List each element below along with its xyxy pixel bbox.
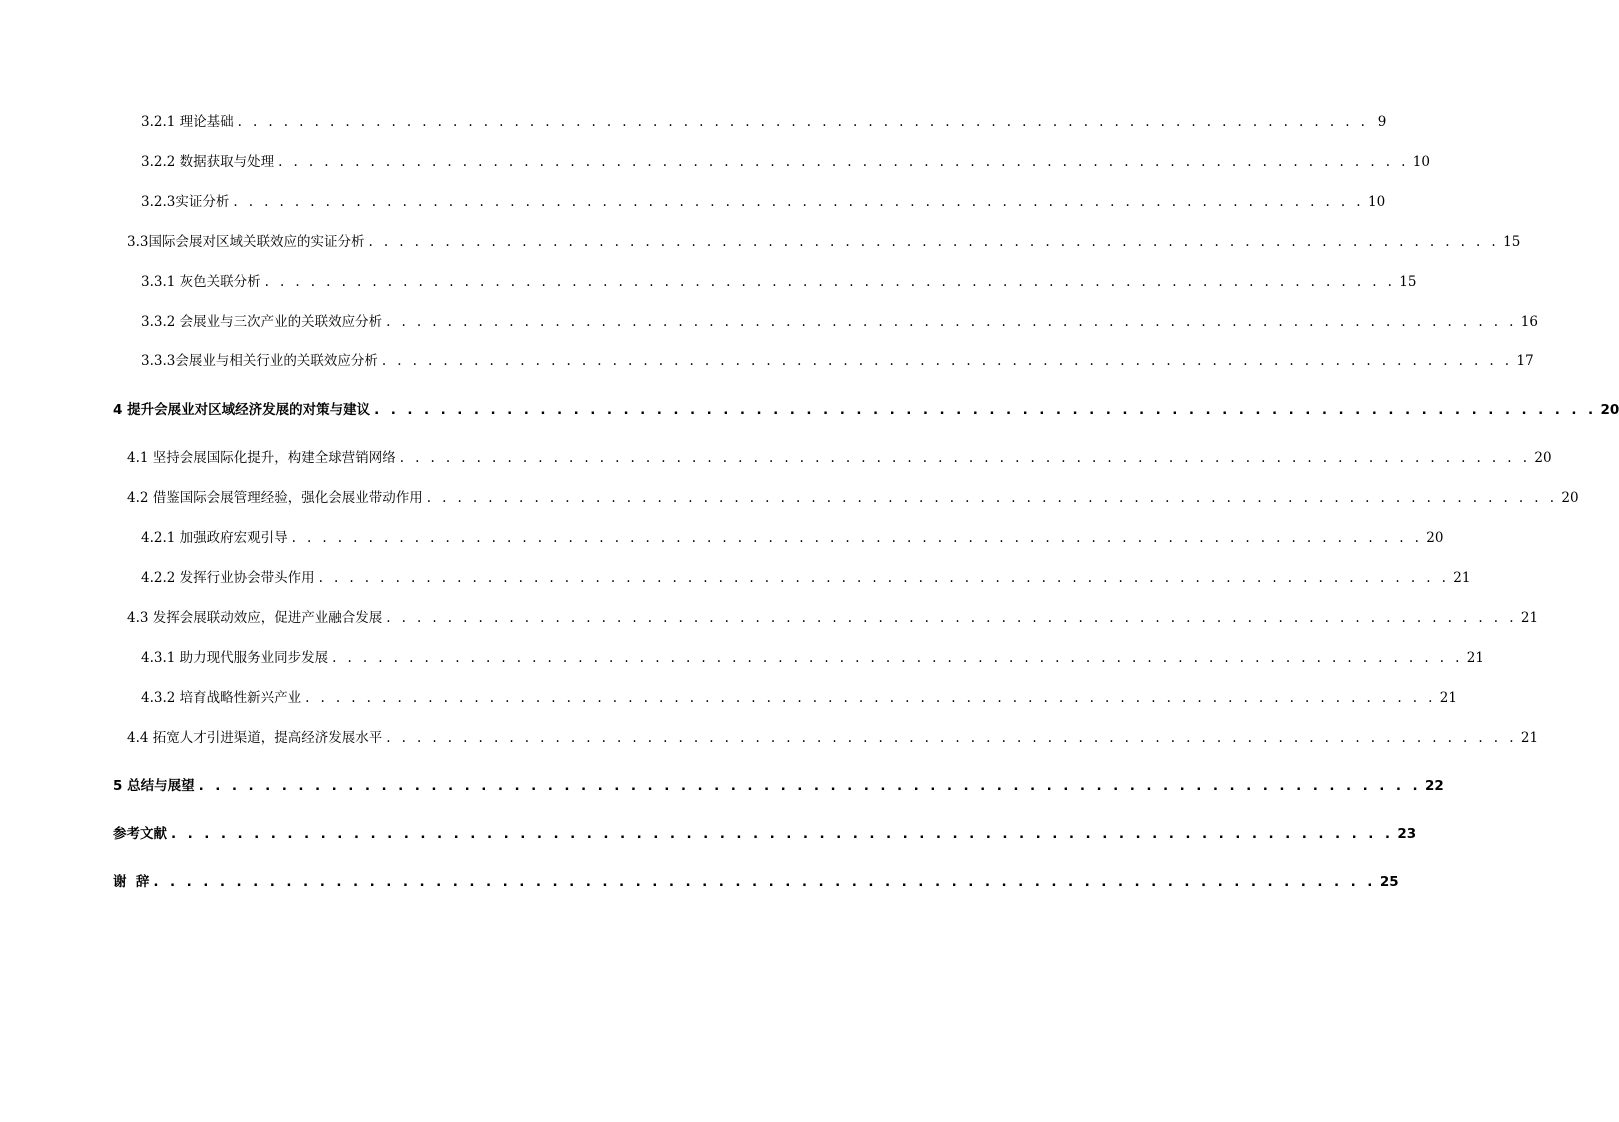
toc-entry-4-2-1[interactable] [141, 528, 1444, 548]
toc-entry-page: 9 [1377, 114, 1387, 130]
toc-entry-acknowledgements[interactable] [113, 872, 1399, 892]
toc-entry-title: 3.2.1 理论基础 [141, 114, 234, 130]
toc-entry-title: 3.3国际会展对区域关联效应的实证分析 [127, 234, 365, 250]
toc-entry-3-3[interactable] [127, 232, 1521, 252]
toc-leader: . . . . . . . . . . . . . . . . . . . . . . . . . . . . . . . . . . . . . . . . . . . . . . . . . . . . . . . . . . . . . . . . . . . . . . . . . . [264, 274, 1396, 290]
toc-entry-page: 21 [1453, 570, 1471, 586]
toc-leader: . . . . . . . . . . . . . . . . . . . . . . . . . . . . . . . . . . . . . . . . . . . . . . . . . . . . . . . . . . . . . . . . . . . . . . . . . . [386, 314, 1517, 330]
toc-leader: . . . . . . . . . . . . . . . . . . . . . . . . . . . . . . . . . . . . . . . . . . . . . . . . . . . . . . . . . . . . . . . . . . . . . . . . . . [381, 353, 1513, 369]
toc-entry-page: 25 [1379, 874, 1399, 890]
toc-leader: . . . . . . . . . . . . . . . . . . . . . . . . . . . . . . . . . . . . . . . . . . . . . . . . . . . . . . . . . . . . . . . . . . . . . . . . . . [198, 778, 1421, 794]
toc-entry-page: 15 [1399, 274, 1417, 290]
toc-entry-title: 5 总结与展望 [113, 778, 195, 794]
toc-leader: . . . . . . . . . . . . . . . . . . . . . . . . . . . . . . . . . . . . . . . . . . . . . . . . . . . . . . . . . . . . . . . . . . . . . . . . . . [399, 450, 1531, 466]
toc-leader: . . . . . . . . . . . . . . . . . . . . . . . . . . . . . . . . . . . . . . . . . . . . . . . . . . . . . . . . . . . . . . . . . . . . . . . . . . [332, 650, 1463, 666]
toc-entry-3-2-3[interactable] [141, 192, 1386, 212]
toc-entry-3-2-2[interactable] [141, 152, 1430, 172]
toc-entry-title: 3.2.3实证分析 [141, 194, 230, 210]
toc-leader: . . . . . . . . . . . . . . . . . . . . . . . . . . . . . . . . . . . . . . . . . . . . . . . . . . . . . . . . . . . . . . . . . . . . . . . . . . [278, 154, 1409, 170]
toc-entry-page: 21 [1520, 610, 1539, 626]
toc-leader: . . . . . . . . . . . . . . . . . . . . . . . . . . . . . . . . . . . . . . . . . . . . . . . . . . . . . . . . . . . . . . . . . . . . . . . . . . [233, 194, 1364, 210]
toc-entry-title: 4.1 坚持会展国际化提升，构建全球营销网络 [127, 450, 396, 466]
toc-entry-page: 22 [1425, 778, 1444, 794]
toc-entry-references[interactable] [113, 824, 1417, 844]
toc-leader: . . . . . . . . . . . . . . . . . . . . . . . . . . . . . . . . . . . . . . . . . . . . . . . . . . . . . . . . . . . . . . . . . . . . . . . . . . [374, 402, 1597, 418]
toc-leader: . . . . . . . . . . . . . . . . . . . . . . . . . . . . . . . . . . . . . . . . . . . . . . . . . . . . . . . . . . . . . . . . . . . . . . . . . . [305, 690, 1436, 706]
toc-entry-page: 20 [1426, 530, 1444, 546]
toc-entry-title: 4.3 发挥会展联动效应，促进产业融合发展 [127, 610, 383, 626]
toc-entry-page: 20 [1600, 402, 1619, 418]
toc-entry-title: 3.3.2 会展业与三次产业的关联效应分析 [141, 314, 383, 330]
toc-entry-3-2-1[interactable] [141, 112, 1387, 132]
toc-entry-title: 3.3.1 灰色关联分析 [141, 274, 261, 290]
toc-leader: . . . . . . . . . . . . . . . . . . . . . . . . . . . . . . . . . . . . . . . . . . . . . . . . . . . . . . . . . . . . . . . . . . . . . . . . . . [237, 114, 1369, 130]
toc-leader: . . . . . . . . . . . . . . . . . . . . . . . . . . . . . . . . . . . . . . . . . . . . . . . . . . . . . . . . . . . . . . . . . . . . . . . . . . [368, 234, 1500, 250]
toc-leader: . . . . . . . . . . . . . . . . . . . . . . . . . . . . . . . . . . . . . . . . . . . . . . . . . . . . . . . . . . . . . . . . . . . . . . . . . . [426, 490, 1558, 506]
toc-entry-4-3-2[interactable] [141, 688, 1457, 708]
toc-entry-page: 10 [1367, 194, 1386, 210]
toc-entry-page: 20 [1561, 490, 1579, 506]
toc-entry-title: 4 提升会展业对区域经济发展的对策与建议 [113, 402, 371, 418]
toc-leader: . . . . . . . . . . . . . . . . . . . . . . . . . . . . . . . . . . . . . . . . . . . . . . . . . . . . . . . . . . . . . . . . . . . . . . . . . . [171, 826, 1394, 842]
toc-entry-page: 20 [1534, 450, 1552, 466]
toc-entry-chapter-5[interactable] [113, 776, 1444, 796]
toc-entry-page: 15 [1503, 234, 1521, 250]
toc-entry-4-2-2[interactable] [141, 568, 1471, 588]
toc-entry-title: 4.2.1 加强政府宏观引导 [141, 530, 288, 546]
toc-entry-4-1[interactable] [127, 448, 1552, 468]
toc-entry-4-2[interactable] [127, 488, 1579, 508]
toc-entry-page: 17 [1516, 353, 1534, 369]
toc-entry-page: 21 [1520, 730, 1539, 746]
toc-entry-title: 4.3.2 培育战略性新兴产业 [141, 690, 302, 706]
toc-entry-title: 4.2.2 发挥行业协会带头作用 [141, 570, 315, 586]
toc-entry-title: 3.2.2 数据获取与处理 [141, 154, 275, 170]
toc-entry-title: 3.3.3会展业与相关行业的关联效应分析 [141, 353, 378, 369]
toc-leader: . . . . . . . . . . . . . . . . . . . . . . . . . . . . . . . . . . . . . . . . . . . . . . . . . . . . . . . . . . . . . . . . . . . . . . . . . . [318, 570, 1450, 586]
toc-entry-title: 4.3.1 助力现代服务业同步发展 [141, 650, 329, 666]
toc-entry-4-4[interactable] [127, 728, 1539, 748]
toc-entry-4-3[interactable] [127, 608, 1539, 628]
toc-entry-page: 16 [1520, 314, 1538, 330]
toc-entry-page: 21 [1439, 690, 1457, 706]
toc-entry-page: 10 [1412, 154, 1430, 170]
toc-entry-4-3-1[interactable] [141, 648, 1484, 668]
toc-entry-title: 4.2 借鉴国际会展管理经验，强化会展业带动作用 [127, 490, 423, 506]
toc-entry-3-3-3[interactable] [141, 351, 1534, 371]
toc-leader: . . . . . . . . . . . . . . . . . . . . . . . . . . . . . . . . . . . . . . . . . . . . . . . . . . . . . . . . . . . . . . . . . . . . . . . . . . [153, 874, 1376, 890]
toc-entry-title: 谢 辞 [113, 874, 150, 890]
toc-entry-chapter-4[interactable] [113, 400, 1619, 420]
toc-entry-page: 21 [1466, 650, 1484, 666]
toc-leader: . . . . . . . . . . . . . . . . . . . . . . . . . . . . . . . . . . . . . . . . . . . . . . . . . . . . . . . . . . . . . . . . . . . . . . . . . . [291, 530, 1423, 546]
toc-leader: . . . . . . . . . . . . . . . . . . . . . . . . . . . . . . . . . . . . . . . . . . . . . . . . . . . . . . . . . . . . . . . . . . . . . . . . . . [386, 730, 1517, 746]
toc-entry-3-3-1[interactable] [141, 272, 1417, 292]
toc-entry-title: 4.4 拓宽人才引进渠道，提高经济发展水平 [127, 730, 383, 746]
toc-entry-title: 参考文献 [113, 826, 167, 842]
toc-entry-page: 23 [1397, 826, 1417, 842]
toc-entry-3-3-2[interactable] [141, 312, 1538, 332]
toc-leader: . . . . . . . . . . . . . . . . . . . . . . . . . . . . . . . . . . . . . . . . . . . . . . . . . . . . . . . . . . . . . . . . . . . . . . . . . . [386, 610, 1517, 626]
